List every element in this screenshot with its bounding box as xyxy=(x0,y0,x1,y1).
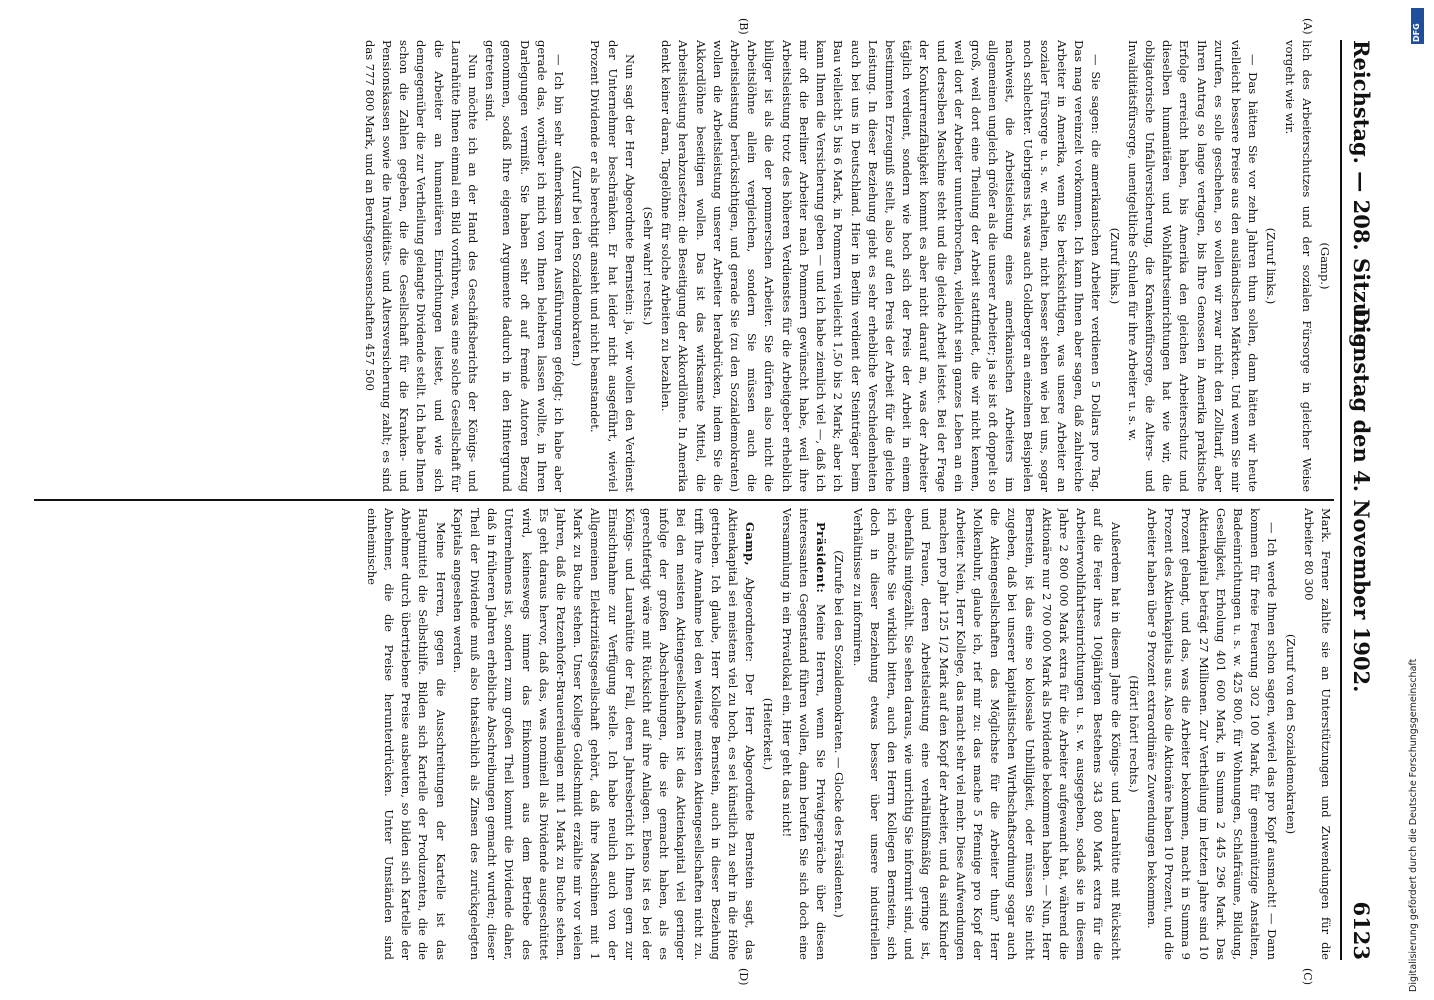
paragraph-text: Meine Herren, gegen die Ausschreitungen der Kartelle ist das Hauptmittel die Selbsthilfe. Bilden sich Kartelle der Produzenten, die die Abnehmer durch übertriebene Preise ausbeuten, so bilden sich Kartelle der Abnehmer, die die Preise herunterdrücken. Unter Umständen sind einheimische xyxy=(364,508,448,960)
paragraph-text: Nun sagt der Herr Abgeordnete Bernstein: ja, wir wollen den Verdienst der Unternehmer beschränken. Er hat leider nicht ausgeführt, wieviel Prozent Dividende er als berechtigt ansieht und nicht beanstandet. xyxy=(588,40,637,492)
paragraph-text: lich des Arbeiterschutzes und der sozialen Fürsorge in gleicher Weise vorgeht wie wir. xyxy=(1282,40,1314,492)
interjection: (Gamp.) xyxy=(1318,242,1332,290)
interjection: (Zurufe bei den Sozialdemokraten. — Glocke des Präsidenten.) xyxy=(832,550,847,918)
paragraph xyxy=(657,40,1104,492)
left-column xyxy=(34,40,1334,492)
header-rule xyxy=(1340,40,1342,960)
dfg-logo xyxy=(1411,8,1424,44)
paragraph xyxy=(363,508,449,960)
credit-text: Digitalisierung gefördert durch die Deutsche Forschungsgemeinschaft xyxy=(1408,658,1419,992)
paragraph xyxy=(1280,40,1314,492)
interjection: (Zuruf von den Sozialdemokraten) xyxy=(1283,633,1298,835)
paragraph-text: Außerdem hat in diesem Jahre die Königs- und Laurahütte mit Rücksicht auf die Feier ihres 100jährigen Bestehens 343 800 Mark extra für die Arbeiterwohlfahrtseinrichtungen u. s. w. ausgegeben, sodaß sie in diesem Jahre 2 800 000 Mark extra für die Arbeiter aufgewandt hat, während die Aktionäre nur 2 700 000 Mark als Dividende bekommen haben. — Nun, Herr Bernstein, ist das eine so kolossale Unbilligkeit, oder müssen Sie nicht zugeben, daß bei unserer kapitalistischen Wirthschaftsordnung sogar auch die Aktiengesellschaften das Möglichste für die Arbeiter thun? Herr Molkenbuhr, glaube ich, rief mir zu: das mache 5 Pfennige pro Kopf der Arbeiter. Nein, Herr Kollege, das macht sehr viel mehr. Diese Aufwendungen machen pro Jahr 125 1/2 Mark auf den Kopf der Arbeiter, und da sind Kinder und Frauen, deren Arbeitsleistung eine verhältnißmäßig geringe ist, ebenfalls mitgezählt. Sie sehen daraus, wie unrichtig Sie informirt sind, und ich möchte Sie wirklich bitten, auch den Herrn Kollegen Bernstein, sich doch in dieser Beziehung etwas besser über unsere industriellen Verhältnisse zu informiren. xyxy=(850,508,1123,960)
interjection: (Heiterkeit.) xyxy=(761,697,776,771)
margin-mark-d: (D) xyxy=(737,968,750,986)
paragraph-text: Abgeordneter: Der Herr Abgeordnete Bernstein sagt, das Aktienkapital sei meistens viel zu hoch, es sei künstlich zu sehr in die Höhe getrieben. Ich glaube, Herr Kollege Bernstein, auch in dieser Beziehung trifft Ihre Annahme bei den weitaus meisten Aktiengesellschaften nicht zu. Bei den meisten Aktiengesellschaften ist das Aktienkapital viel geringer infolge der großen Abschreibungen, die sie gemacht haben, als es gerechtfertigt wäre mit Rücksicht auf ihre Anlagen. Ebenso ist es bei der Königs- und Laurahütte der Fall, deren Jahresbericht ich Ihnen gern zur Einsichtnahme zur Verfügung stelle. Ich habe neulich auch von der Allgemeinen Elektrizitätsgesellschaft gehört, daß ihre Maschinen mit 1 Mark zu Buche stehen. Unser Kollege Goldschmidt erzählte mir vor vielen Jahren, daß die Patzenhofer-Brauereianlagen mit 1 Mark zu Buche stehen. Es geht daraus hervor, daß das, was nominell als Dividende ausgeschüttet wird, keineswegs immer das Einkommen aus dem Betriebe des Unternehmens ist, sondern zum großen Theil kommt die Dividende daher, daß in früheren Jahren erhebliche Abschreibungen gemacht wurden; dieser Theil der Dividende muß also thatsächlich als Zinsen des zurückgelegten Kapitals angesehen werden. xyxy=(450,508,758,960)
interjection: (Hört! hört! rechts.) xyxy=(1126,675,1141,793)
margin-mark-c: (C) xyxy=(1301,968,1314,985)
paragraph xyxy=(1300,508,1334,960)
paragraph xyxy=(1143,508,1281,960)
paragraph xyxy=(778,508,830,960)
speaker-name: Gamp, xyxy=(743,522,758,566)
paragraph xyxy=(449,508,759,960)
paragraph xyxy=(586,40,638,492)
paragraph-text: — Ich werde Ihnen schon sagen, wieviel das pro Kopf ausmacht! — Dann kommen für freie Feuerung 302 100 Mark, für gemeinnützige Anstalten, Badeeinrichtungen u. s. w. 425 800, für Wohnungen, Schlafräume, Bildung, Geselligkeit, Erholung 401 600 Mark, in Summa 2 445 296 Mark. Das Aktienkapital beträgt 27 Millionen. Zur Vertheilung im letzten Jahre sind 10 Prozent gelangt, und das, was die Arbeiter bekommen, macht in Summa 9 Prozent des Aktienkapitals aus. Also die Aktionäre haben 10 Prozent, und die Arbeiter haben über 9 Prozent extraordinäre Zuwendungen bekommen. xyxy=(1144,508,1280,960)
paragraph-text: Nun möchte ich an der Hand des Geschäftsberichts der Königs- und Laurahütte Ihnen einmal ein Bild vorführen, was eine solche Gesellschaft für die Arbeiter an humanitären Einrichtungen leistet, und wie sich demgegenüber die zur Vertheilung gelangte Dividende stellt. Ich habe Ihnen schon die Zahlen gegeben, die die Gesellschaft für die Kranken- und Pensionskassen sowie die Invaliditäts- und Altersversicherung zahlt; es sind das 777 800 Mark, und an Berufsgenossenschaften 457 500 xyxy=(362,40,481,492)
interjection: (Sehr wahr! rechts.) xyxy=(641,206,656,326)
paragraph-text: — Das hätten Sie vor zehn Jahren thun sollen, dann hätten wir heute vielleicht bessere Preise aus den ausländischen Märkten. Und wenn Sie mir zurufen, es solle geschehen, so wollen wir zwar nicht den Zolltarif, aber Ihren Antrag so lange vertagen, bis Ihre Genossen in Amerika praktische Erfolge erreicht haben, bis Amerika den gleichen Arbeiterschutz und dieselben humanitären und Wohlfahrtseinrichtungen hat wie wir, die obligatorische Unfallversicherung, die Krankenfürsorge, die Alters- und Invaliditätsfürsorge, unentgeltliche Schulen für ihre Arbeiter u. s. w. xyxy=(1125,40,1261,492)
right-column xyxy=(34,508,1334,960)
interjection: (Zuruf bei den Sozialdemokraten.) xyxy=(570,165,585,367)
paragraph xyxy=(848,508,1123,960)
paragraph-text: Mark. Ferner zahlte sie an Unterstützungen und Zuwendungen für die Arbeiter 80 300 xyxy=(1301,508,1333,960)
column-divider xyxy=(34,499,1334,501)
interjection: (Zuruf links.) xyxy=(1264,227,1279,305)
paragraph-text: — Sie sagen: die amerikanischen Arbeiter verdienen 5 Dollars pro Tag. Das mag vereinzelt vorkommen. Ich kann Ihnen aber sagen, daß zahlreiche Arbeiter in Amerika, wenn Sie berücksichtigen, was unsere Arbeiter an sozialer Fürsorge u. s. w. erhalten, nicht besser stehen wie bei uns, sogar noch schlechter. Uebrigens ist, was auch Goldberger an einzelnen Beispielen nachweist, die Arbeitsleistung eines amerikanischen Arbeiters im allgemeinen ungleich größer als die unserer Arbeiter; ja sie ist oft doppelt so groß, weil dort eine Theilung der Arbeit stattfindet, die wir nicht kennen, weil dort der Arbeiter ununterbrochen, vielleicht sein ganzes Leben an ein und derselben Maschine steht und die gleiche Arbeit leistet. Bei der Frage der Konkurrenzfähigkeit kommt es aber nicht darauf an, was der Arbeiter täglich verdient, sondern wie hoch sich der Preis der Arbeit in einem bestimmten Erzeugniß stellt, also auf den Preis der Arbeit für die gleiche Leistung. In dieser Beziehung giebt es sehr erhebliche Verschiedenheiten auch bei uns in Deutschland. Hier in Berlin verdient der Steinträger beim Bau vielleicht 5 bis 6 Mark, in Pommern vielleicht 1,50 bis 2 Mark; aber ich kann Ihnen die Versicherung geben — und ich habe ziemlich viel —, daß ich mir oft die Berliner Arbeiter nach Pommern gewünscht habe, weil ihre Arbeitsleistung trotz des höheren Verdienstes für die Arbeitgeber erheblich billiger ist als die der pommerschen Arbeiter. Sie dürfen also nicht die Arbeitslöhne allein vergleichen, sondern Sie müssen auch die Arbeitsleistung berücksichtigen, und gerade Sie (zu den Sozialdemokraten) wollen die Arbeitsleistung unserer Arbeiter herabdrücken, indem Sie die Akkordlöhne beseitigen wollen. Das ist das wirksamste Mittel, die Arbeitsleistung herabzusetzen: die Beseitigung der Akkordlöhne. In Amerika denkt keiner daran, Tagelöhne für solche Arbeiten zu bezahlen. xyxy=(659,40,1104,492)
side-credit xyxy=(1404,4,1430,996)
rotated-page xyxy=(0,10,1390,990)
paragraph xyxy=(361,40,481,492)
margin-mark-a: (A) xyxy=(1301,18,1314,35)
page-header xyxy=(1342,40,1382,960)
page-number: 6123 xyxy=(1349,901,1374,960)
margin-mark-b: (B) xyxy=(737,18,750,35)
paragraph-text: — Ich bin sehr aufmerksam Ihren Ausführungen gefolgt; ich habe aber gerade das, worüber ich mich von Ihnen belehren lassen wollte, in Ihren Darlegungen vermißt. Sie haben sehr oft auf fremde Autoren Bezug genommen, sodaß Ihre eigenen Argumente dadurch in den Hintergrund getreten sind. xyxy=(483,40,567,492)
paragraph xyxy=(481,40,567,492)
header-date: Dienstag den 4. November 1902. xyxy=(1349,307,1374,693)
paragraph-text: Meine Herren, wenn Sie Privatgespräche über diesen interessanten Gegenstand führen wollen, dann berufen Sie sich doch eine Versammlung in ein Privatlokal ein. Hier geht das nicht! xyxy=(779,508,829,960)
speaker-name: Präsident: xyxy=(814,522,829,594)
paragraph xyxy=(1124,40,1262,492)
interjection: (Zuruf links.) xyxy=(1107,227,1122,305)
dfg-logo-text: DFG xyxy=(1412,23,1421,42)
header-left: Reichstag. — 208. Sitzung. xyxy=(1349,40,1374,356)
